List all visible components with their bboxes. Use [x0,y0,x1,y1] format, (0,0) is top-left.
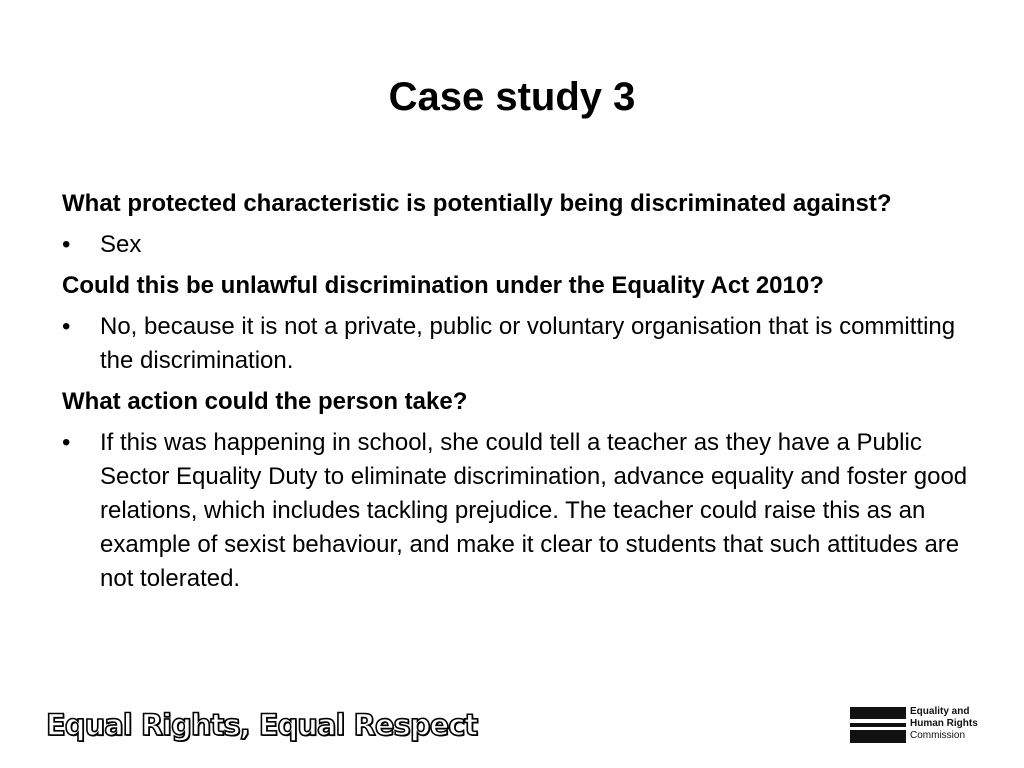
bullet-icon: • [62,231,71,258]
footer-tagline: Equal Rights, Equal Respect [46,708,478,742]
commission-logo-icon [850,707,906,743]
bullet-icon: • [62,429,71,456]
answer-1-text: Sex [100,231,142,258]
answer-3 [62,426,982,596]
logo-bar-bottom [850,730,906,743]
commission-logo-text [910,706,1010,742]
logo-bar-top [850,707,906,719]
answer-2 [62,310,982,378]
answer-2-text: No, because it is not a private, public or voluntary organisation that is committing the discrimination. [100,313,956,374]
question-3: What action could the person take? [62,388,468,415]
logo-bar-middle [850,723,906,727]
logo-line-1: Equality and [910,706,970,717]
bullet-icon: • [62,313,71,340]
answer-1 [62,228,982,262]
logo-line-2: Human Rights [910,718,978,729]
question-2: Could this be unlawful discrimination under the Equality Act 2010? [62,272,824,299]
slide-title: Case study 3 [388,75,636,119]
question-1: What protected characteristic is potentially being discriminated against? [62,190,892,217]
slide-content [62,184,982,603]
logo-line-3: Commission [910,730,966,741]
answer-3-text: If this was happening in school, she could tell a teacher as they have a Public Sector Equality Duty to eliminate discrimination, advance equality and foster good relations, which includes tackling prejudice. The teacher could raise this as an example of sexist behaviour, and make it clear to students that such attitudes are not tolerated. [100,429,968,592]
